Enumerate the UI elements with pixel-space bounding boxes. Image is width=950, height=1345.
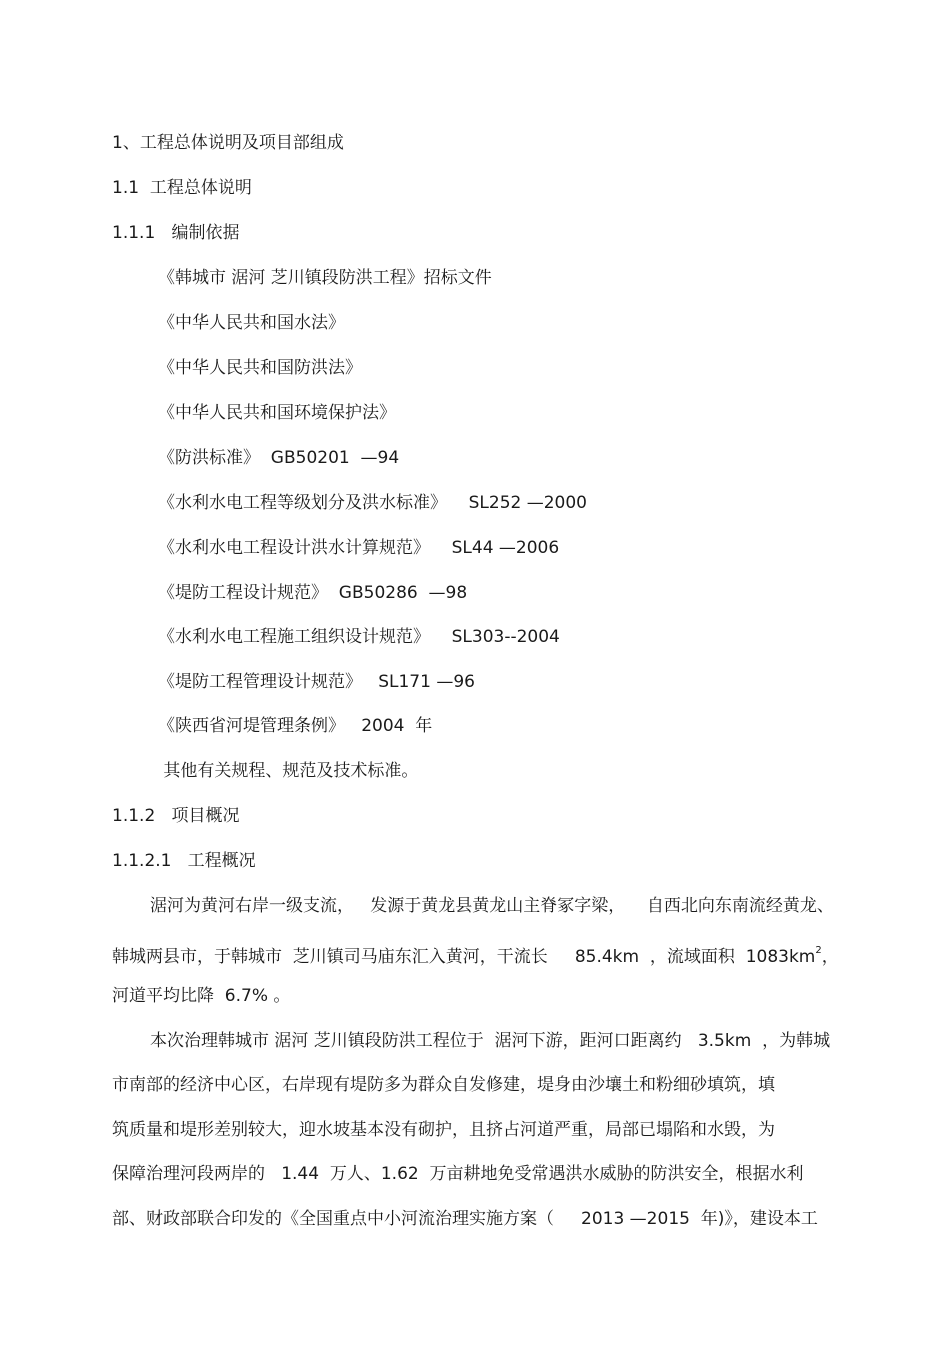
paragraph-text: ， [821,947,839,967]
superscript: 2 [815,945,822,956]
paragraph-line: 筑质量和堤形差别较大，迎水坡基本没有砌护，且挤占河道严重，局部已塌陷和水毁，为 [112,1120,775,1140]
paragraph-line [112,940,839,968]
reference-item: 《中华人民共和国防洪法》 [158,358,362,378]
reference-item: 《水利水电工程施工组织设计规范》 SL303--2004 [158,627,560,647]
reference-item: 《中华人民共和国水法》 [158,313,345,333]
paragraph-line: 部、财政部联合印发的《全国重点中小河流治理实施方案（ 2013 —2015 年)》，建设本工 [112,1209,818,1229]
reference-item: 其他有关规程、规范及技术标准。 [158,761,419,781]
paragraph-line: 本次治理韩城市 涺河 芝川镇段防洪工程位于 涺河下游，距河口距离约 3.5km ，为韩城 [150,1031,831,1051]
reference-item: 《中华人民共和国环境保护法》 [158,403,396,423]
heading-1-1-1: 1.1.1 编制依据 [112,223,240,243]
reference-item: 《堤防工程管理设计规范》 SL171 —96 [158,672,475,692]
paragraph-line: 保障治理河段两岸的 1.44 万人、1.62 万亩耕地免受常遇洪水威胁的防洪安全，根据水利 [112,1164,804,1184]
reference-item: 《韩城市 涺河 芝川镇段防洪工程》招标文件 [158,268,492,288]
paragraph-line: 市南部的经济中心区，右岸现有堤防多为群众自发修建，堤身由沙壤土和粉细砂填筑，填 [112,1075,775,1095]
heading-1-1: 1.1 工程总体说明 [112,178,252,198]
reference-item: 《堤防工程设计规范》 GB50286 —98 [158,583,468,603]
heading-1-1-2: 1.1.2 项目概况 [112,806,240,826]
paragraph-line: 涺河为黄河右岸一级支流， 发源于黄龙县黄龙山主脊冢字梁， 自西北向东南流经黄龙、 [150,896,834,916]
reference-item: 《陕西省河堤管理条例》 2004 年 [158,716,433,736]
reference-item: 《防洪标准》 GB50201 —94 [158,448,400,468]
heading-1: 1、工程总体说明及项目部组成 [112,133,344,153]
paragraph-text: 韩城两县市，于韩城市 芝川镇司马庙东汇入黄河，干流长 85.4km ，流域面积 1083km [112,947,816,967]
paragraph-line: 河道平均比降 6.7% 。 [112,986,291,1006]
reference-item: 《水利水电工程等级划分及洪水标准》 SL252 —2000 [158,493,587,513]
heading-1-1-2-1: 1.1.2.1 工程概况 [112,851,256,871]
reference-item: 《水利水电工程设计洪水计算规范》 SL44 —2006 [158,538,560,558]
